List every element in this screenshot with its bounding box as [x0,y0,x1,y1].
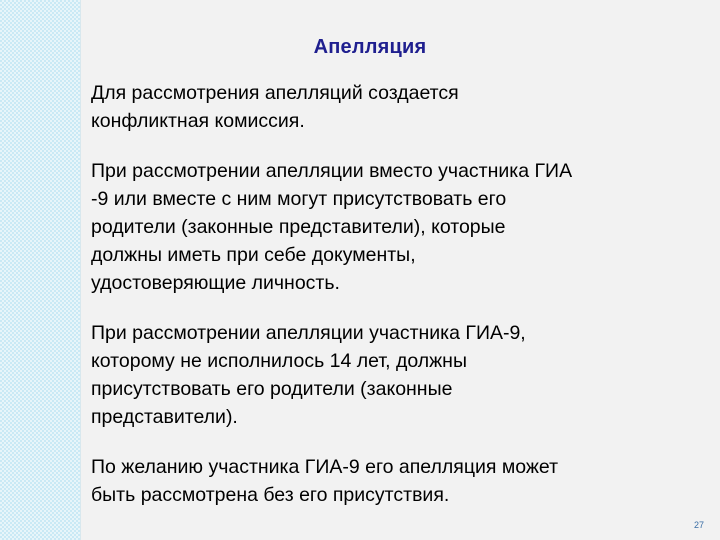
paragraph-line: которому не исполнилось 14 лет, должны [91,350,467,372]
paragraph-line: удостоверяющие личность. [91,272,340,294]
paragraph-line: быть рассмотрена без его присутствия. [91,484,450,506]
paragraph-under-14 [91,319,701,431]
paragraph-line: представители). [91,406,238,428]
paragraph-commission [91,79,701,135]
paragraph-line: присутствовать его родители (законные [91,378,453,400]
decorative-side-band [0,0,80,540]
paragraph-line: При рассмотрении апелляции вместо участника ГИА [91,160,573,182]
paragraph-line: Для рассмотрения апелляций создается [91,82,459,104]
slide-body [91,79,701,531]
paragraph-line: конфликтная комиссия. [91,110,305,132]
slide-title: Апелляция [313,36,427,58]
paragraph-absence [91,453,701,509]
paragraph-line: должны иметь при себе документы, [91,244,416,266]
paragraph-line: При рассмотрении апелляции участника ГИА-9, [91,322,526,344]
paragraph-parents-presence [91,157,701,297]
page-number: 27 [693,520,704,530]
side-band-divider [80,0,81,540]
paragraph-line: родители (законные представители), которые [91,216,506,238]
paragraph-line: -9 или вместе с ним могут присутствовать его [91,188,507,210]
paragraph-line: По желанию участника ГИА-9 его апелляция может [91,456,559,478]
